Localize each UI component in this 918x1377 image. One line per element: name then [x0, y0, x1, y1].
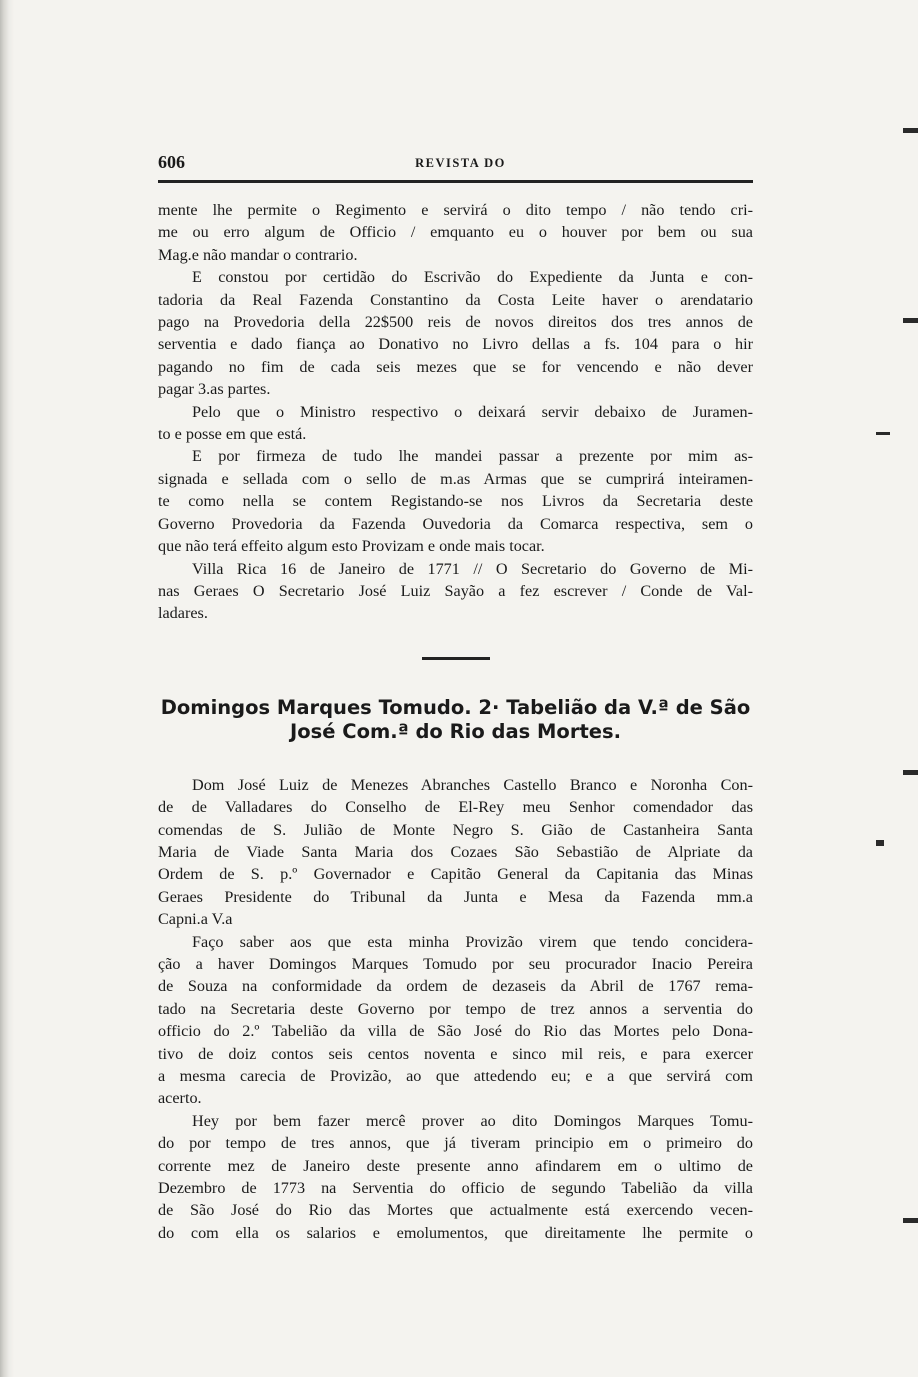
text-line: de de Valladares do Conselho de El-Rey meu Senhor comendador das — [158, 798, 753, 817]
text-line: me ou erro algum de Officio / emquanto eu o houver por bem ou sua — [158, 223, 753, 242]
text-line: pagando no fim de cada seis mezes que se for vencendo e não dever — [158, 357, 753, 376]
text-line: Faço saber aos que esta minha Provizão virem que tendo concidera- — [192, 932, 753, 951]
text-line: ladares. — [158, 604, 208, 623]
heading-line: Domingos Marques Tomudo. 2· Tabelião da V.ª de São — [160, 695, 751, 719]
text-line: a mesma carecia de Provizão, ao que attedendo eu; e a que servirá com — [158, 1067, 753, 1085]
text-line: pago na Provedoria della 22$500 reis de novos direitos dos tres annos de — [158, 313, 753, 332]
text-line: Governo Provedoria da Fazenda Ouvedoria da Comarca respectiva, sem o — [158, 514, 753, 533]
text-line: officio do 2.º Tabelião da villa de São José do Rio das Mortes pelo Dona- — [158, 1022, 753, 1041]
text-line: Maria de Viade Santa Maria dos Cozaes São Sebastião de Alpriate da — [158, 842, 753, 861]
text-line: Pelo que o Ministro respectivo o deixará servir debaixo de Juramen- — [192, 402, 753, 421]
text-line: do com ella os salarios e emolumentos, que direitamente lhe permite o — [158, 1223, 753, 1242]
text-line: acerto. — [158, 1089, 202, 1108]
paragraph-6 — [158, 774, 753, 931]
heading-line: José Com.ª do Rio das Mortes. — [289, 719, 621, 743]
text-line: de Souza na conformidade da ordem de dezaseis da Abril de 1767 rema- — [158, 977, 753, 996]
text-line: mente lhe permite o Regimento e servirá o dito tempo / não tendo cri- — [158, 201, 753, 219]
text-line: Mag.e não mandar o contrario. — [158, 245, 358, 264]
paragraph-3 — [158, 401, 753, 446]
text-line: serventia e dado fiança ao Donativo no Livro dellas a fs. 104 para o hir — [158, 335, 753, 354]
scan-mark — [876, 432, 890, 435]
scan-mark — [903, 318, 918, 323]
header-rule — [158, 180, 753, 183]
text-line: comendas de S. Julião de Monte Negro S. Gião de Castanheira Santa — [158, 820, 753, 839]
scan-mark — [903, 1218, 918, 1223]
text-line: tado na Secretaria deste Governo por tempo de trez annos a serventia do — [158, 999, 753, 1018]
page-edge-shadow — [0, 0, 14, 1377]
paragraph-8 — [158, 1110, 753, 1244]
paragraph-7 — [158, 931, 753, 1110]
page-header — [158, 150, 753, 178]
text-line: te como nella se contem Registando-se nos Livros da Secretaria deste — [158, 492, 753, 511]
text-line: Dom José Luiz de Menezes Abranches Castello Branco e Noronha Con- — [192, 775, 753, 794]
scan-mark — [876, 840, 884, 846]
paragraph-4 — [158, 445, 753, 557]
text-line: ção a haver Domingos Marques Tomudo por seu procurador Inacio Pereira — [158, 954, 753, 973]
text-line: tivo de doiz contos seis centos noventa e sinco mil reis, e para exercer — [158, 1044, 753, 1063]
text-line: Villa Rica 16 de Janeiro de 1771 // O Secretario do Governo de Mi- — [192, 559, 753, 578]
text-line: corrente mez de Janeiro deste presente anno afindarem em o ultimo de — [158, 1156, 753, 1175]
text-line: Dezembro de 1773 na Serventia do officio de segundo Tabelião da villa — [158, 1179, 753, 1198]
running-title: REVISTA DO — [415, 156, 506, 170]
text-line: E constou por certidão do Escrivão do Expediente da Junta e con- — [192, 268, 753, 287]
section-heading — [158, 696, 753, 744]
text-line: tadoria da Real Fazenda Constantino da Costa Leite haver o arendatario — [158, 290, 753, 309]
document-page — [158, 150, 753, 1244]
text-line: Ordem de S. p.º Governador e Capitão General da Capitania das Minas — [158, 865, 753, 884]
section-separator — [422, 657, 490, 660]
scan-mark — [903, 770, 918, 775]
text-line: signada e sellada com o sello de m.as Armas que se cumprirá inteiramen- — [158, 469, 753, 488]
text-line: Capni.a V.a — [158, 910, 233, 929]
page-number: 606 — [158, 152, 185, 172]
text-line: de São José do Rio das Mortes que actualmente está exercendo vecen- — [158, 1201, 753, 1220]
text-line: nas Geraes O Secretario José Luiz Sayão a fez escrever / Conde de Val- — [158, 581, 753, 600]
text-line: que não terá effeito algum esto Provizam e onde mais tocar. — [158, 537, 545, 556]
paragraph-2 — [158, 266, 753, 400]
text-line: pagar 3.as partes. — [158, 380, 271, 399]
text-line: E por firmeza de tudo lhe mandei passar a prezente por mim as- — [192, 447, 753, 466]
paragraph-5 — [158, 558, 753, 625]
text-line: Geraes Presidente do Tribunal da Junta e Mesa da Fazenda mm.a — [158, 887, 753, 906]
text-line: to e posse em que está. — [158, 425, 307, 444]
text-line: Hey por bem fazer mercê prover ao dito Domingos Marques Tomu- — [192, 1111, 753, 1130]
text-line: do por tempo de tres annos, que já tiveram principio em o primeiro do — [158, 1134, 753, 1153]
scan-mark — [903, 128, 918, 133]
paragraph-1 — [158, 199, 753, 266]
